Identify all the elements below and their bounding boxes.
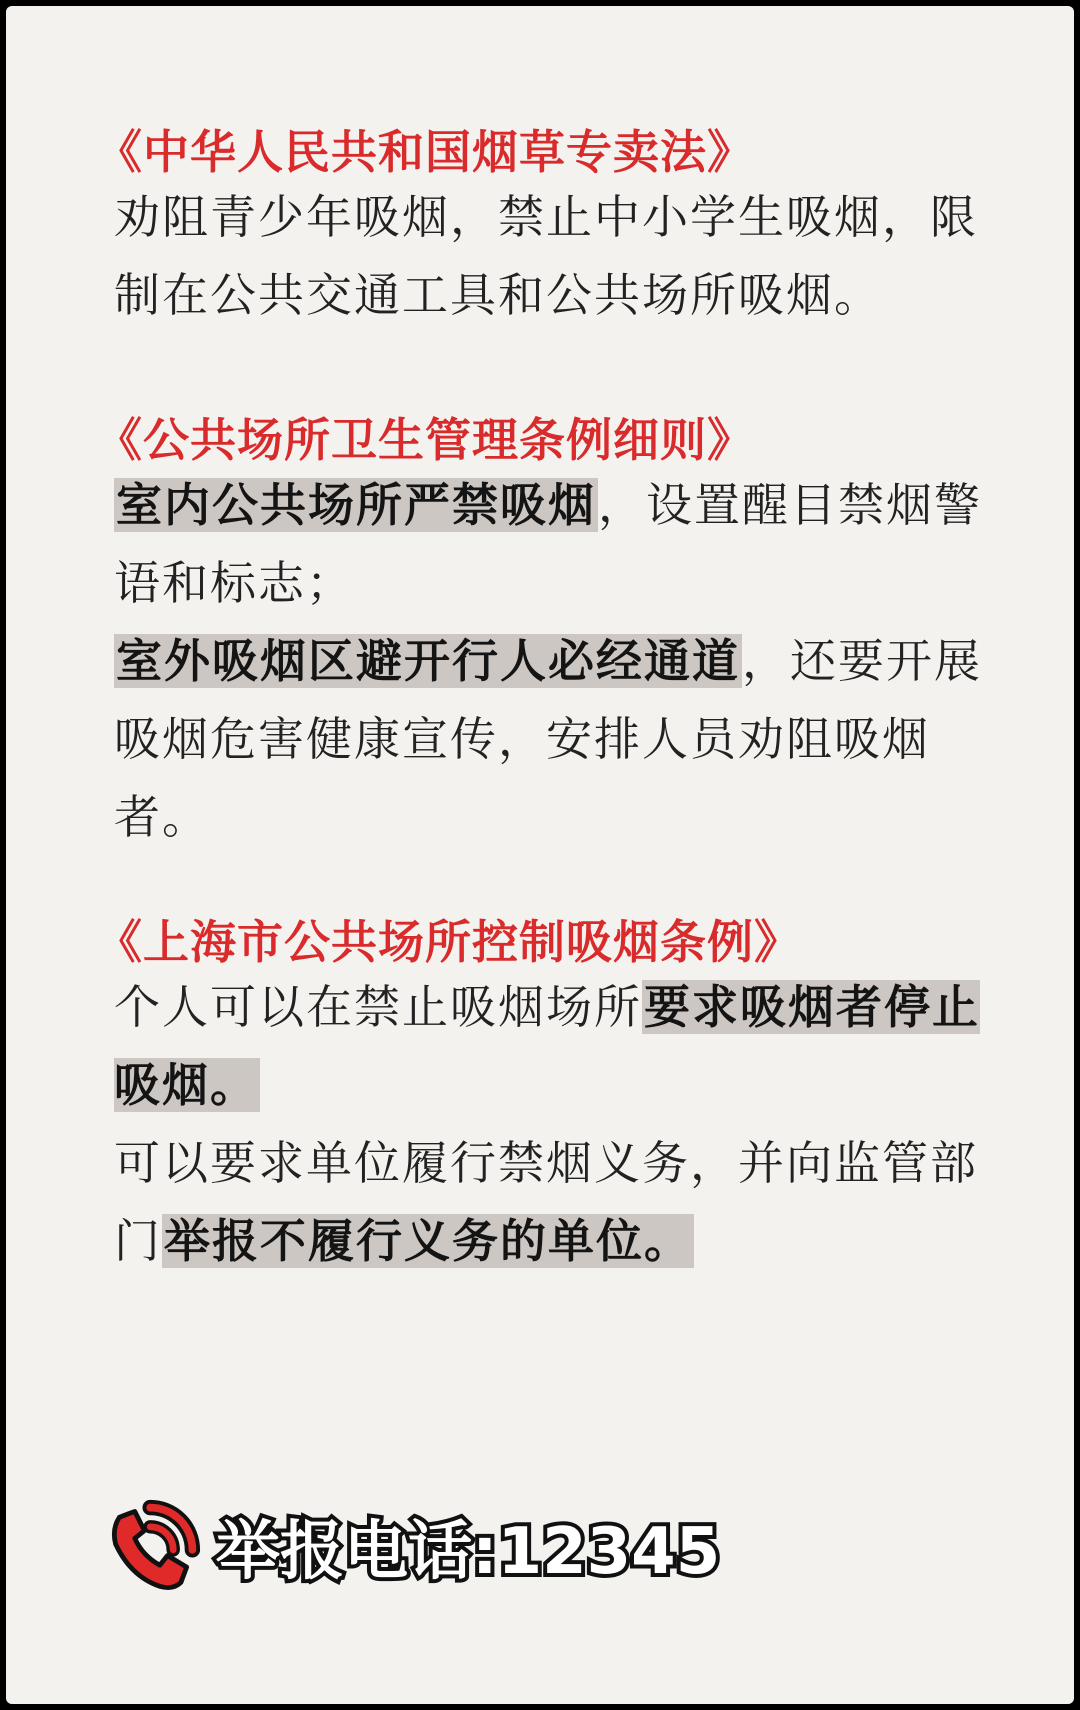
section-title-shanghai-rules: 《上海市公共场所控制吸烟条例》: [96, 915, 801, 969]
highlight-text: 室内公共场所严禁吸烟: [116, 478, 596, 532]
body-text: 劝阻青少年吸烟，禁止中小学生吸烟，限制在公共交通工具和公共场所吸烟。: [114, 190, 978, 322]
page-card: [6, 6, 1074, 1704]
body-text: 可以要求单位履行禁烟义务，并向监管部门: [114, 1136, 978, 1268]
hotline-row: [106, 1496, 720, 1596]
section-body-shanghai-rules: [114, 968, 994, 1280]
body-text: ，设置醒目禁烟警语和标志；: [114, 478, 982, 610]
phone-icon: [106, 1498, 202, 1594]
highlight-text: 室外吸烟区避开行人必经通道: [116, 634, 740, 688]
section-title-tobacco-law: 《中华人民共和国烟草专卖法》: [96, 125, 754, 179]
body-text: 个人可以在禁止吸烟场所: [114, 980, 642, 1034]
section-body-hygiene-rules: [114, 466, 994, 856]
highlight-text: 举报不履行义务的单位。: [164, 1214, 692, 1268]
section-title-hygiene-rules: 《公共场所卫生管理条例细则》: [96, 413, 754, 467]
highlight-text: 要求吸烟者停止吸烟。: [114, 980, 980, 1112]
body-text: ，还要开展吸烟危害健康宣传，安排人员劝阻吸烟者。: [114, 634, 982, 844]
section-body-tobacco-law: [114, 178, 994, 334]
hotline-text: 举报电话:12345: [216, 1515, 721, 1589]
